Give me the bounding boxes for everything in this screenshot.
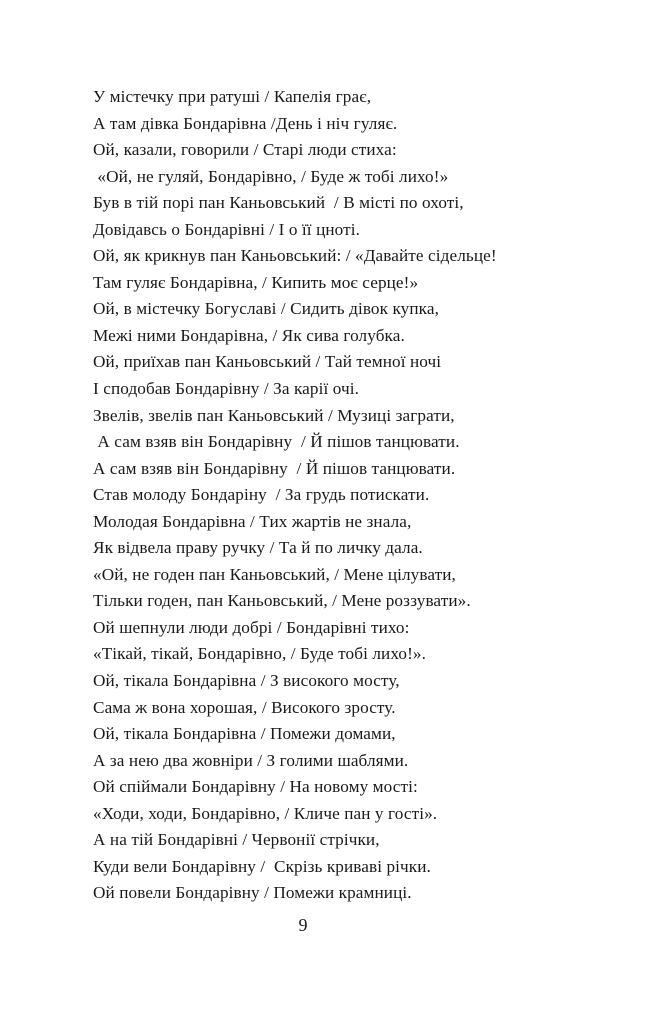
poem-line: Довідавсь о Бондарівні / І о її цноті. xyxy=(93,219,361,239)
poem-line: Ой, тікала Бондарівна / З високого мосту, xyxy=(93,671,400,691)
poem-text xyxy=(93,84,593,907)
poem-line: Став молоду Бондаріну / За грудь потискати. xyxy=(93,485,430,505)
poem-line: А за нею два жовніри / З голими шаблями. xyxy=(93,750,409,770)
poem-line: Там гуляє Бондарівна, / Кипить моє серце!» xyxy=(93,272,419,292)
poem-line: «Ой, не гуляй, Бондарівно, / Буде ж тобі лихо!» xyxy=(93,166,449,186)
poem-line: Сама ж вона хорошая, / Високого зросту. xyxy=(93,697,396,717)
poem-line: У містечку при ратуші / Капелія грає, xyxy=(93,87,372,106)
poem-line: «Ой, не годен пан Каньовський, / Мене цілувати, xyxy=(93,564,456,584)
poem-line: А сам взяв він Бондарівну / Й пішов танцювати. xyxy=(93,458,456,478)
poem-line: Був в тій порі пан Каньовський / В місті по охоті, xyxy=(93,193,464,213)
poem-line: А там дівка Бондарівна /День і ніч гуляє. xyxy=(93,113,398,133)
poem-line: Ой, як крикнув пан Каньовський: / «Давайте сідельце! xyxy=(93,246,497,266)
poem-line: І сподобав Бондарівну / За карії очі. xyxy=(93,379,360,399)
poem-line: Ой, приїхав пан Каньовський / Тай темної ночі xyxy=(93,352,442,372)
poem-line: Куди вели Бондарівну / Скрізь криваві річки. xyxy=(93,856,431,876)
poem-line: «Тікай, тікай, Бондарівно, / Буде тобі лихо!». xyxy=(93,644,426,664)
poem-line: Тільки годен, пан Каньовський, / Мене роззувати». xyxy=(93,591,471,611)
poem-line: Ой, тікала Бондарівна / Помежи домами, xyxy=(93,724,396,744)
poem-line: Молодая Бондарівна / Тих жартів не знала, xyxy=(93,511,412,531)
poem-line: А сам взяв він Бондарівну / Й пішов танцювати. xyxy=(93,432,460,452)
page-number: 9 xyxy=(298,915,308,935)
poem-line: Ой спіймали Бондарівну / На новому мості: xyxy=(93,777,418,797)
poem-line: «Ходи, ходи, Бондарівно, / Кличе пан у гості». xyxy=(93,803,438,823)
poem-line: Ой, в містечку Богуславі / Сидить дівок купка, xyxy=(93,299,439,319)
poem-line: А на тій Бондарівні / Червонії стрічки, xyxy=(93,830,380,850)
poem-line: Звелів, звелів пан Каньовський / Музиці заграти, xyxy=(93,405,455,425)
poem-line: Межі ними Бондарівна, / Як сива голубка. xyxy=(93,325,405,345)
poem-line: Як відвела праву ручку / Та й по личку дала. xyxy=(93,538,423,558)
poem-line: Ой, казали, говорили / Старі люди стиха: xyxy=(93,140,397,160)
poem-line: Ой повели Бондарівну / Помежи крамниці. xyxy=(93,883,412,903)
poem-line: Ой шепнули люди добрі / Бондарівні тихо: xyxy=(93,617,410,637)
